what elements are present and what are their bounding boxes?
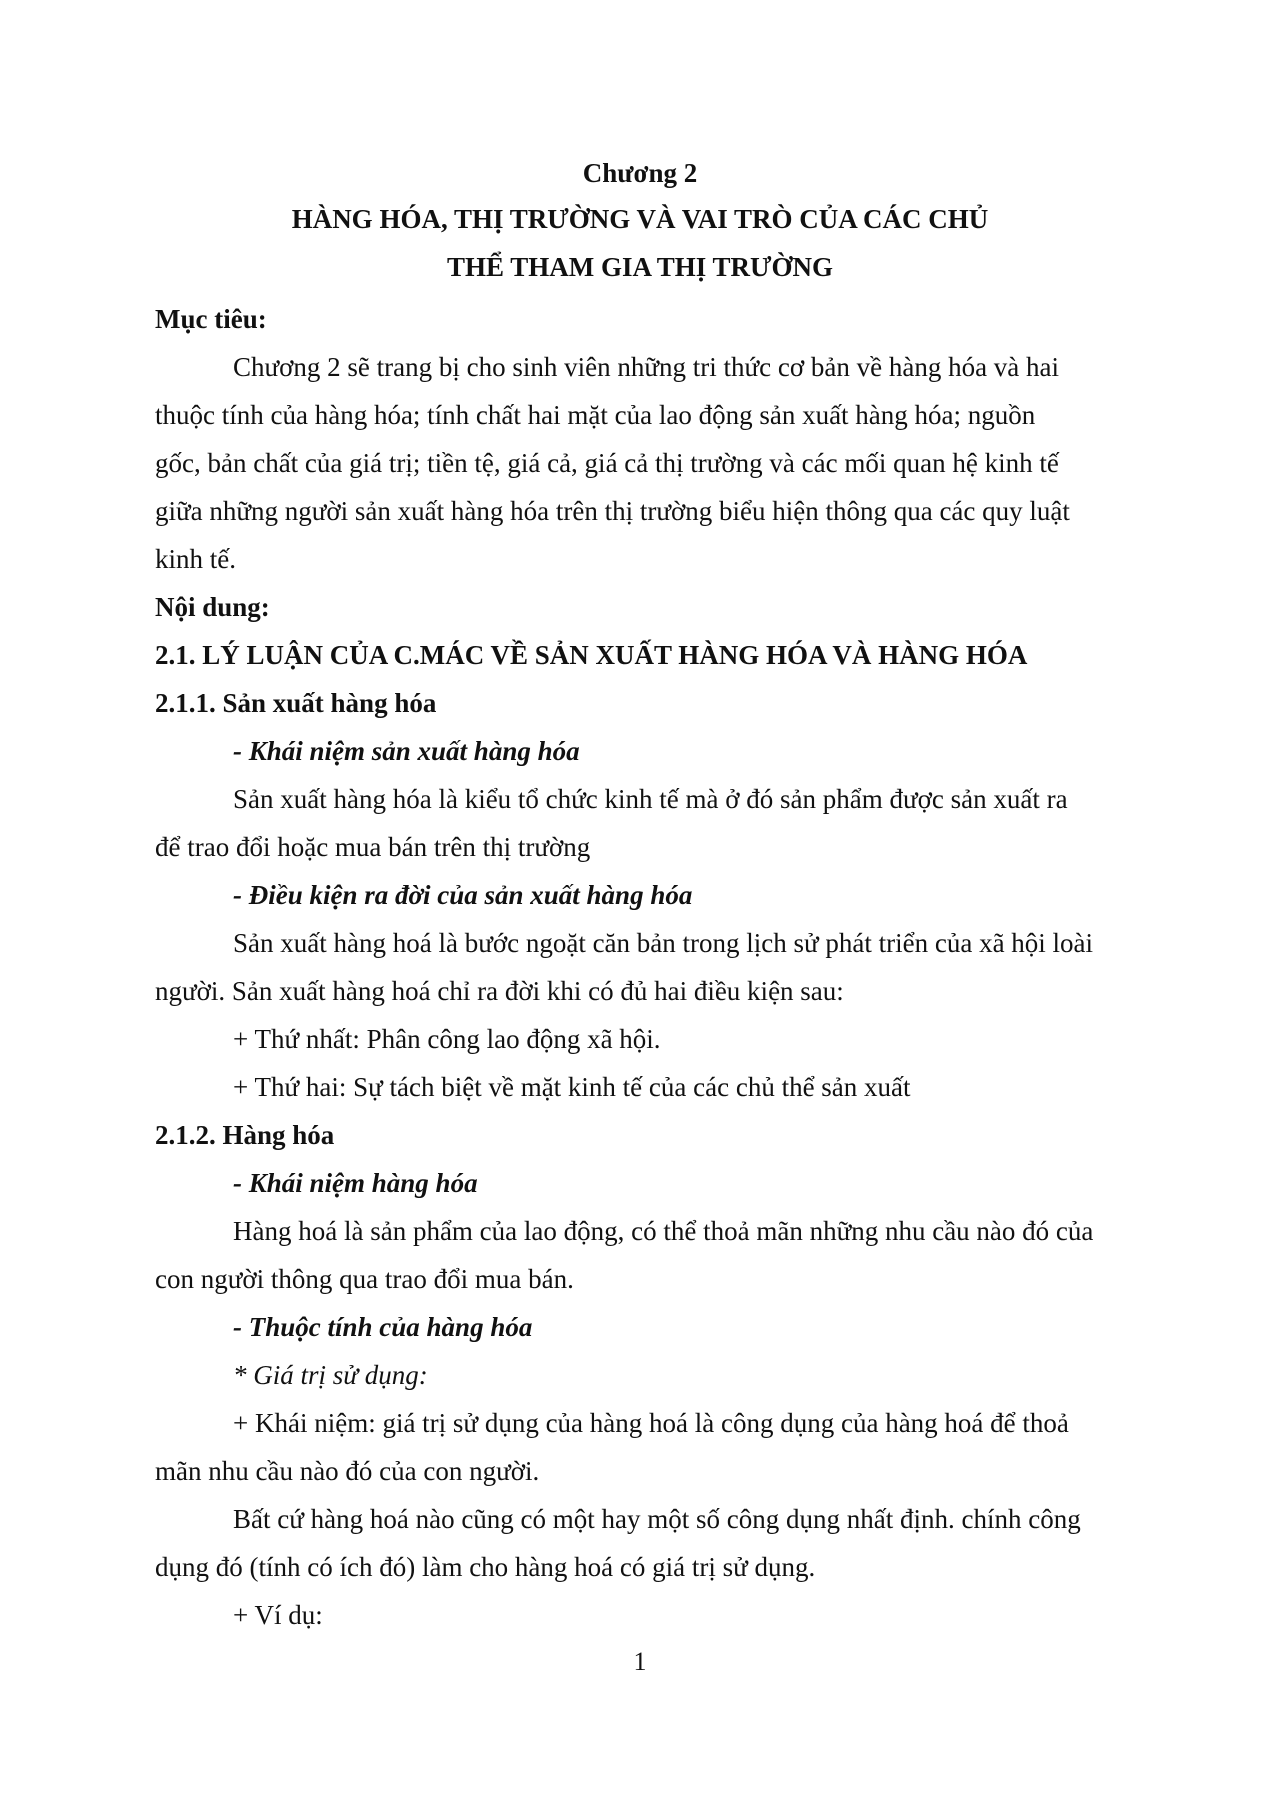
- conditions-line-2: người. Sản xuất hàng hoá chỉ ra đời khi có đủ hai điều kiện sau:: [155, 976, 844, 1006]
- objectives-line-3: gốc, bản chất của giá trị; tiền tệ, giá cả, giá cả thị trường và các mối quan hệ kinh tế: [155, 448, 1059, 478]
- section-2-1-1-heading: 2.1.1. Sản xuất hàng hóa: [155, 688, 437, 718]
- objectives-line-2: thuộc tính của hàng hóa; tính chất hai mặt của lao động sản xuất hàng hóa; nguồn: [155, 400, 1036, 430]
- section-2-1-heading: 2.1. LÝ LUẬN CỦA C.MÁC VỀ SẢN XUẤT HÀNG HÓA VÀ HÀNG HÓA: [155, 640, 1028, 670]
- page-number: 1: [633, 1647, 647, 1676]
- content-heading: Nội dung:: [155, 592, 270, 622]
- chapter-number: Chương 2: [582, 158, 698, 188]
- use-value-concept-line-1: + Khái niệm: giá trị sử dụng của hàng hoá là công dụng của hàng hoá để thoả: [233, 1408, 1069, 1438]
- attributes-heading: - Thuộc tính của hàng hóa: [233, 1312, 533, 1342]
- condition-1: + Thứ nhất: Phân công lao động xã hội.: [233, 1024, 661, 1054]
- conditions-line-1: Sản xuất hàng hoá là bước ngoặt căn bản trong lịch sử phát triển của xã hội loài: [233, 928, 1094, 958]
- conditions-heading: - Điều kiện ra đời của sản xuất hàng hóa: [233, 880, 693, 910]
- objectives-heading: Mục tiêu:: [155, 304, 267, 334]
- concept-commodity-line-1: Hàng hoá là sản phẩm của lao động, có thể thoả mãn những nhu cầu nào đó của: [233, 1216, 1094, 1246]
- objectives-line-1: Chương 2 sẽ trang bị cho sinh viên những tri thức cơ bản về hàng hóa và hai: [233, 352, 1060, 382]
- use-value-explain-line-2: dụng đó (tính có ích đó) làm cho hàng hoá có giá trị sử dụng.: [155, 1552, 816, 1582]
- chapter-title-line-2: THỂ THAM GIA THỊ TRƯỜNG: [446, 252, 834, 282]
- concept-production-line-2: để trao đổi hoặc mua bán trên thị trường: [155, 832, 591, 862]
- use-value-concept-line-2: mãn nhu cầu nào đó của con người.: [155, 1456, 540, 1486]
- example-label: + Ví dụ:: [233, 1600, 323, 1630]
- concept-production-line-1: Sản xuất hàng hóa là kiểu tổ chức kinh tế mà ở đó sản phẩm được sản xuất ra: [233, 784, 1068, 814]
- use-value-explain-line-1: Bất cứ hàng hoá nào cũng có một hay một số công dụng nhất định. chính công: [233, 1504, 1081, 1534]
- concept-commodity-heading: - Khái niệm hàng hóa: [233, 1168, 478, 1198]
- objectives-line-4: giữa những người sản xuất hàng hóa trên thị trường biểu hiện thông qua các quy luật: [155, 496, 1070, 526]
- condition-2: + Thứ hai: Sự tách biệt về mặt kinh tế của các chủ thể sản xuất: [233, 1072, 911, 1102]
- chapter-title-line-1: HÀNG HÓA, THỊ TRƯỜNG VÀ VAI TRÒ CỦA CÁC CHỦ: [291, 204, 989, 234]
- concept-commodity-line-2: con người thông qua trao đổi mua bán.: [155, 1264, 574, 1294]
- use-value-heading: * Giá trị sử dụng:: [233, 1360, 428, 1390]
- section-2-1-2-heading: 2.1.2. Hàng hóa: [155, 1120, 335, 1150]
- objectives-line-5: kinh tế.: [155, 544, 236, 574]
- concept-production-heading: - Khái niệm sản xuất hàng hóa: [233, 736, 580, 766]
